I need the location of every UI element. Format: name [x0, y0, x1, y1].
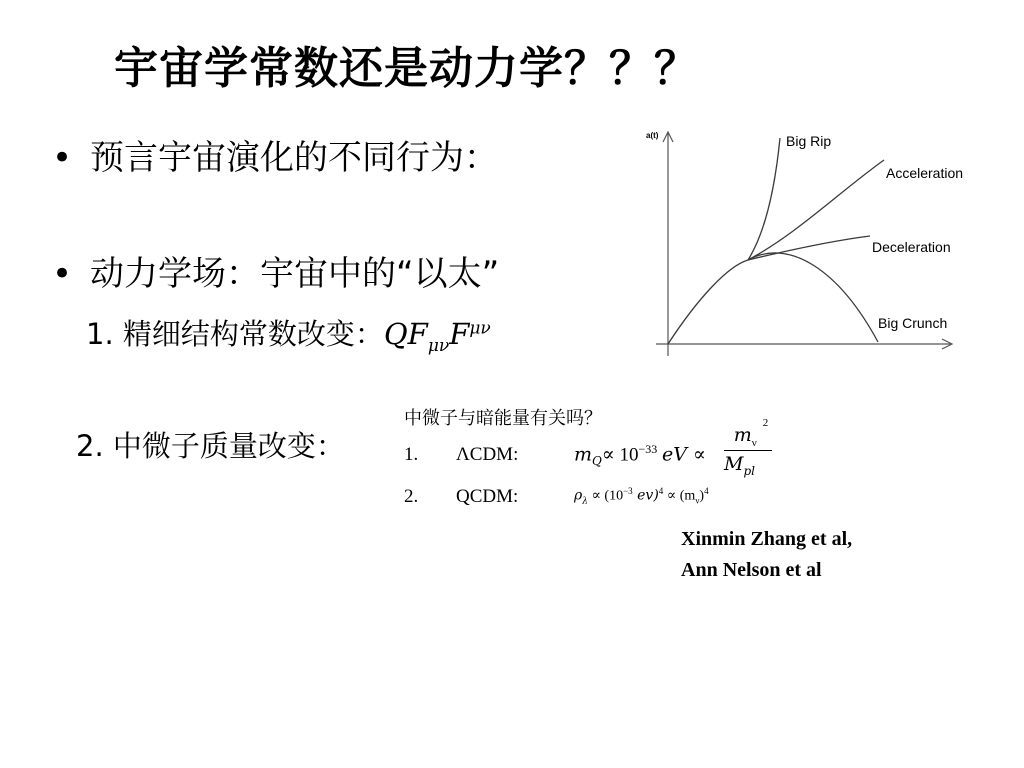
bullet-dynamic-field-text: 动力学场：宇宙中的“以太”	[90, 254, 500, 294]
item-fine-structure	[86, 312, 491, 356]
big-crunch-label: Big Crunch	[878, 315, 948, 331]
item-neutrino-mass	[76, 424, 345, 465]
bullet-predict	[52, 130, 498, 179]
big-rip-label: Big Rip	[786, 133, 832, 149]
lcdm-formula: $m_Q\propto 10^{-33}$ eV ∝	[574, 442, 706, 469]
credits	[681, 524, 852, 586]
item-fine-structure-text: 精细结构常数改变：	[122, 317, 384, 351]
deceleration-curve	[748, 236, 870, 260]
slide-title: 宇宙学常数还是动力学？？？	[114, 43, 699, 94]
early-expansion-curve	[668, 260, 748, 344]
big-crunch-curve	[748, 253, 878, 342]
lcdm-label: ΛCDM:	[456, 444, 519, 465]
bullet-predict-text: 预言宇宙演化的不同行为：	[90, 138, 498, 178]
item-fine-structure-number: 1.	[86, 317, 114, 351]
bullet-dot: •	[52, 254, 73, 294]
lcdm-number: 1.	[404, 444, 419, 465]
fine-structure-formula: $QF_{\mu\nu}F^{\mu\nu}$	[383, 317, 491, 356]
y-axis-label: a(t)	[646, 131, 659, 140]
acceleration-label: Acceleration	[886, 165, 964, 181]
item-neutrino-mass-text: 中微子质量改变：	[112, 429, 345, 463]
item-neutrino-mass-number: 2.	[76, 429, 104, 463]
qcdm-number: 2.	[404, 486, 419, 507]
mass-ratio-fraction: $m_\nu^2$ $M_{pl}$	[724, 424, 772, 451]
scale-factor-figure	[638, 118, 968, 368]
bullet-dynamic-field	[52, 246, 499, 295]
qcdm-label: QCDM:	[456, 486, 519, 507]
credit-line-2: Ann Nelson et al	[681, 559, 822, 581]
neutrino-question: 中微子与暗能量有关吗？	[404, 408, 602, 429]
bullet-dot: •	[52, 138, 73, 178]
deceleration-label: Deceleration	[872, 239, 951, 255]
credit-line-1: Xinmin Zhang et al,	[681, 528, 853, 550]
big-rip-curve	[748, 138, 780, 260]
qcdm-formula: $\rho_\lambda \propto (10^{-3}$ $ev)^4 \propto (m_\nu)^4$	[574, 486, 709, 507]
